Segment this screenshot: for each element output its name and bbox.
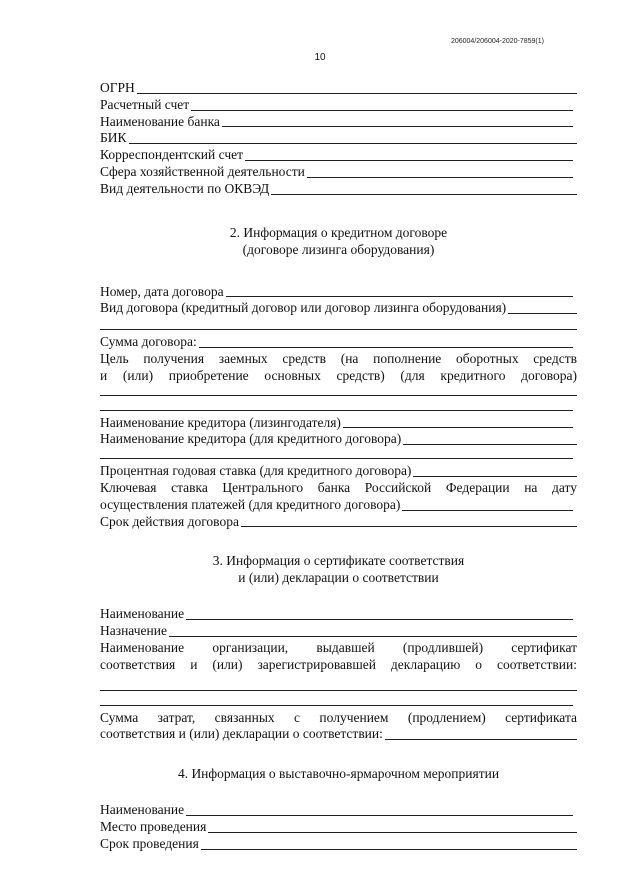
contract-term-label: Срок действия договора: [100, 513, 239, 529]
bik-label: БИК: [100, 130, 127, 146]
bank-name-field[interactable]: [222, 114, 573, 127]
lender-credit-field[interactable]: [403, 432, 577, 445]
cert-issuer-field-2[interactable]: [100, 695, 573, 706]
contract-number-row: [100, 284, 577, 301]
page-number: 10: [314, 52, 326, 63]
interest-rate-row: [100, 463, 577, 480]
lender-leasing-row: [100, 415, 577, 432]
event-period-label: Срок проведения: [100, 835, 199, 851]
contract-term-field[interactable]: [241, 514, 577, 527]
cert-issuer-field-1[interactable]: [100, 680, 577, 691]
event-venue-label: Место проведения: [100, 818, 207, 834]
business-sphere-row: [100, 164, 577, 181]
section2-title-line1: 2. Информация о кредитном договоре: [229, 224, 448, 240]
key-rate-field[interactable]: [402, 498, 573, 511]
form-content: [100, 80, 577, 853]
section3-title: [100, 552, 577, 586]
section4-title: 4. Информация о выставочно-ярмарочном мероприятии: [177, 766, 500, 782]
event-period-row: [100, 836, 577, 853]
section3-title-line2: и (или) декларации о соответствии: [238, 570, 439, 586]
lender-credit-label: Наименование кредитора (для кредитного договора): [100, 431, 402, 447]
corr-account-field[interactable]: [245, 148, 573, 161]
loan-purpose-line2: и (или) приобретение основных средств) (для кредитного договора): [100, 367, 577, 383]
contract-amount-field[interactable]: [199, 335, 573, 348]
lender-extra-line[interactable]: [100, 448, 573, 459]
key-rate-row: [100, 497, 577, 514]
document-id: 206004/206004-2020-7859(1): [450, 38, 544, 45]
account-label: Расчетный счет: [100, 96, 190, 112]
event-venue-row: [100, 819, 577, 836]
loan-purpose-line1: Цель получения заемных средств (на пополнение оборотных средств: [100, 350, 577, 366]
key-rate-line1: Ключевая ставка Центрального банка Российской Федерации на дату: [100, 479, 577, 495]
bik-row: [100, 130, 577, 147]
corr-account-row: [100, 147, 577, 164]
cert-name-label: Наименование: [100, 606, 185, 622]
contract-type-row: [100, 300, 577, 317]
cert-issuer-line2: соответствия и (или) зарегистрировавшей декларацию о соответствии:: [100, 656, 577, 672]
okved-row: [100, 181, 577, 198]
cert-purpose-label: Назначение: [100, 623, 167, 639]
bank-name-label: Наименование банка: [100, 113, 220, 129]
cert-cost-field[interactable]: [385, 727, 577, 740]
loan-purpose-field-1[interactable]: [100, 385, 577, 396]
ogrn-label: ОГРН: [100, 80, 135, 95]
section3-title-line1: 3. Информация о сертификате соответствия: [212, 553, 465, 569]
account-field[interactable]: [191, 98, 573, 111]
contract-number-label: Номер, дата договора: [100, 283, 224, 299]
contract-number-field[interactable]: [226, 284, 573, 297]
contract-amount-label: Сумма договора:: [100, 334, 197, 350]
event-venue-field[interactable]: [208, 820, 577, 833]
key-rate-label: осуществления платежей (для кредитного договора): [100, 496, 401, 512]
lender-leasing-field[interactable]: [343, 415, 573, 428]
lender-leasing-label: Наименование кредитора (лизингодателя): [100, 414, 341, 430]
event-name-field[interactable]: [186, 803, 573, 816]
cert-cost-row: [100, 726, 577, 743]
cert-cost-label: соответствия и (или) декларации о соответствии:: [100, 726, 383, 742]
bank-name-row: [100, 114, 577, 131]
cert-issuer-line1: Наименование организации, выдавшей (продлившей) сертификат: [100, 639, 577, 655]
lender-credit-row: [100, 431, 577, 448]
business-sphere-label: Сфера хозяйственной деятельности: [100, 163, 305, 179]
cert-name-field[interactable]: [186, 607, 573, 620]
loan-purpose-field-2[interactable]: [100, 400, 573, 411]
event-name-label: Наименование: [100, 802, 185, 818]
interest-rate-label: Процентная годовая ставка (для кредитного договора): [100, 463, 412, 479]
contract-type-extra-line[interactable]: [100, 319, 577, 330]
event-name-row: [100, 802, 577, 819]
cert-name-row: [100, 606, 577, 623]
ogrn-row: [100, 80, 577, 97]
bik-field[interactable]: [129, 131, 577, 144]
contract-type-label: Вид договора (кредитный договор или договор лизинга оборудования): [100, 300, 507, 316]
business-sphere-field[interactable]: [307, 165, 573, 178]
ogrn-field[interactable]: [137, 81, 577, 94]
section2-title: [100, 224, 577, 258]
contract-term-row: [100, 514, 577, 531]
cert-purpose-row: [100, 623, 577, 640]
cert-cost-line1: Сумма затрат, связанных с получением (продлением) сертификата: [100, 709, 577, 725]
section2-title-line2: (договоре лизинга оборудования): [242, 241, 435, 257]
requisites-block: [100, 80, 577, 198]
contract-type-field[interactable]: [508, 301, 577, 314]
okved-label: Вид деятельности по ОКВЭД: [100, 180, 270, 196]
cert-purpose-field[interactable]: [169, 624, 577, 637]
event-period-field[interactable]: [201, 837, 577, 850]
contract-amount-row: [100, 334, 577, 351]
interest-rate-field[interactable]: [413, 464, 577, 477]
okved-field[interactable]: [271, 182, 577, 195]
corr-account-label: Корреспондентский счет: [100, 147, 244, 163]
account-row: [100, 97, 577, 114]
